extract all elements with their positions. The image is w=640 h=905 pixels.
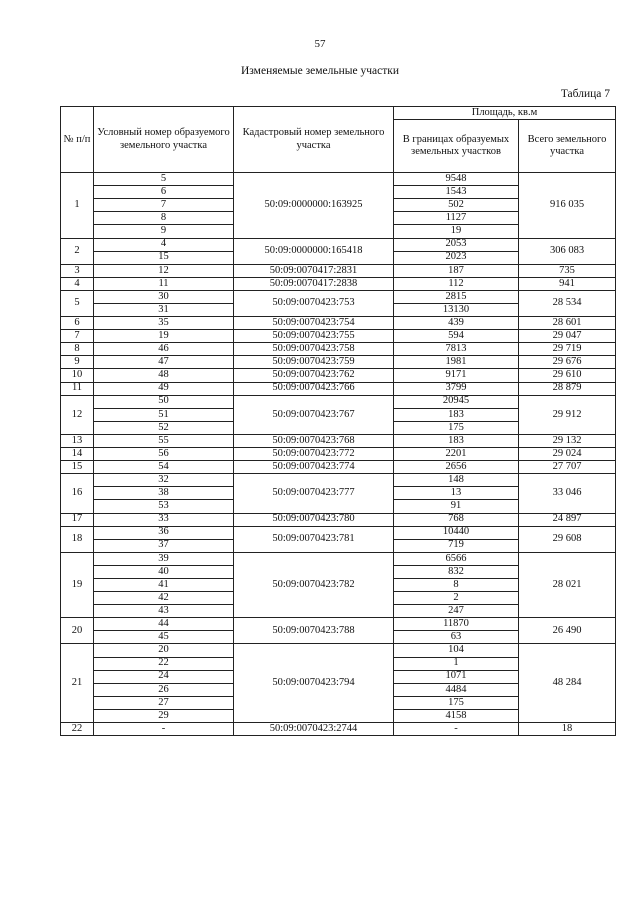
area-within: 91: [394, 500, 519, 513]
area-total: 29 047: [519, 330, 616, 343]
area-within: 2: [394, 592, 519, 605]
area-within: 183: [394, 434, 519, 447]
conditional-number: 53: [94, 500, 234, 513]
area-total: 29 676: [519, 356, 616, 369]
area-total: 916 035: [519, 173, 616, 238]
area-total: 29 608: [519, 526, 616, 552]
table-row: [61, 526, 616, 539]
header-conditional-number: Условный номер образуемого земельного участка: [94, 107, 234, 173]
area-total: 941: [519, 277, 616, 290]
conditional-number: 56: [94, 448, 234, 461]
header-area-total: Всего земельного участка: [519, 120, 616, 173]
area-within: 175: [394, 696, 519, 709]
cadastral-number: 50:09:0070423:788: [234, 618, 394, 644]
cadastral-number: 50:09:0070423:767: [234, 395, 394, 434]
area-within: 2023: [394, 251, 519, 264]
table-row: [61, 173, 616, 186]
area-within: 9548: [394, 173, 519, 186]
row-number: 19: [61, 552, 94, 617]
cadastral-number: 50:09:0070423:794: [234, 644, 394, 723]
conditional-number: 39: [94, 552, 234, 565]
conditional-number: 19: [94, 330, 234, 343]
area-within: 187: [394, 264, 519, 277]
row-number: 18: [61, 526, 94, 552]
area-within: 2201: [394, 448, 519, 461]
area-within: 1981: [394, 356, 519, 369]
conditional-number: 22: [94, 657, 234, 670]
conditional-number: 50: [94, 395, 234, 408]
cadastral-number: 50:09:0000000:163925: [234, 173, 394, 238]
table-row: [61, 513, 616, 526]
cadastral-number: 50:09:0070417:2831: [234, 264, 394, 277]
conditional-number: 20: [94, 644, 234, 657]
area-total: 735: [519, 264, 616, 277]
header-num: № п/п: [61, 107, 94, 173]
conditional-number: 31: [94, 304, 234, 317]
table-row: [61, 382, 616, 395]
page-number: 57: [314, 38, 326, 50]
row-number: 14: [61, 448, 94, 461]
row-number: 11: [61, 382, 94, 395]
cadastral-number: 50:09:0070423:753: [234, 290, 394, 316]
table-row: [61, 290, 616, 303]
table-row: [61, 448, 616, 461]
conditional-number: 42: [94, 592, 234, 605]
row-number: 16: [61, 474, 94, 513]
table-row: [61, 552, 616, 565]
conditional-number: 41: [94, 578, 234, 591]
area-within: 832: [394, 565, 519, 578]
conditional-number: 47: [94, 356, 234, 369]
area-total: 29 132: [519, 434, 616, 447]
cadastral-number: 50:09:0070423:777: [234, 474, 394, 513]
row-number: 3: [61, 264, 94, 277]
cadastral-number: 50:09:0070417:2838: [234, 277, 394, 290]
area-within: 112: [394, 277, 519, 290]
cadastral-number: 50:09:0070423:782: [234, 552, 394, 617]
conditional-number: 30: [94, 290, 234, 303]
table-row: [61, 434, 616, 447]
header-cadastral-number: Кадастровый номер земельного участка: [234, 107, 394, 173]
row-number: 21: [61, 644, 94, 723]
row-number: 22: [61, 723, 94, 736]
conditional-number: 46: [94, 343, 234, 356]
row-number: 15: [61, 461, 94, 474]
table-row: [61, 238, 616, 251]
area-within: 8: [394, 578, 519, 591]
conditional-number: 38: [94, 487, 234, 500]
conditional-number: 49: [94, 382, 234, 395]
conditional-number: 48: [94, 369, 234, 382]
area-within: 2053: [394, 238, 519, 251]
area-within: 104: [394, 644, 519, 657]
area-total: 28 534: [519, 290, 616, 316]
area-within: 502: [394, 199, 519, 212]
area-total: 29 719: [519, 343, 616, 356]
table-row: [61, 343, 616, 356]
area-within: 13130: [394, 304, 519, 317]
area-total: 18: [519, 723, 616, 736]
conditional-number: 24: [94, 670, 234, 683]
area-total: 28 021: [519, 552, 616, 617]
table-row: [61, 277, 616, 290]
area-total: 29 912: [519, 395, 616, 434]
conditional-number: 7: [94, 199, 234, 212]
conditional-number: 6: [94, 186, 234, 199]
area-within: 19: [394, 225, 519, 238]
area-within: 63: [394, 631, 519, 644]
table-row: [61, 474, 616, 487]
cadastral-number: 50:09:0070423:780: [234, 513, 394, 526]
area-within: 183: [394, 408, 519, 421]
table-row: [61, 644, 616, 657]
area-within: 1543: [394, 186, 519, 199]
land-plots-table: [60, 106, 616, 736]
conditional-number: 43: [94, 605, 234, 618]
document-title: Изменяемые земельные участки: [241, 65, 399, 77]
table-row: [61, 356, 616, 369]
cadastral-number: 50:09:0070423:755: [234, 330, 394, 343]
row-number: 13: [61, 434, 94, 447]
area-within: 2656: [394, 461, 519, 474]
row-number: 17: [61, 513, 94, 526]
area-within: 10440: [394, 526, 519, 539]
cadastral-number: 50:09:0070423:768: [234, 434, 394, 447]
area-within: 9171: [394, 369, 519, 382]
area-within: 1071: [394, 670, 519, 683]
conditional-number: 8: [94, 212, 234, 225]
header-area-within: В границах образуемых земельных участков: [394, 120, 519, 173]
conditional-number: 45: [94, 631, 234, 644]
area-total: 306 083: [519, 238, 616, 264]
area-within: 13: [394, 487, 519, 500]
area-total: 29 610: [519, 369, 616, 382]
table-row: [61, 461, 616, 474]
cadastral-number: 50:09:0070423:766: [234, 382, 394, 395]
conditional-number: 12: [94, 264, 234, 277]
area-within: 768: [394, 513, 519, 526]
area-total: 28 879: [519, 382, 616, 395]
row-number: 9: [61, 356, 94, 369]
table-row: [61, 369, 616, 382]
row-number: 20: [61, 618, 94, 644]
row-number: 1: [61, 173, 94, 238]
area-within: 4158: [394, 709, 519, 722]
conditional-number: 26: [94, 683, 234, 696]
area-within: 4484: [394, 683, 519, 696]
conditional-number: 4: [94, 238, 234, 251]
row-number: 10: [61, 369, 94, 382]
conditional-number: 40: [94, 565, 234, 578]
header-area-group: Площадь, кв.м: [394, 107, 616, 120]
area-within: 7813: [394, 343, 519, 356]
area-total: 27 707: [519, 461, 616, 474]
conditional-number: -: [94, 723, 234, 736]
area-total: 26 490: [519, 618, 616, 644]
area-within: 1127: [394, 212, 519, 225]
conditional-number: 37: [94, 539, 234, 552]
area-within: 11870: [394, 618, 519, 631]
conditional-number: 51: [94, 408, 234, 421]
conditional-number: 5: [94, 173, 234, 186]
cadastral-number: 50:09:0070423:758: [234, 343, 394, 356]
row-number: 7: [61, 330, 94, 343]
row-number: 6: [61, 317, 94, 330]
area-within: 1: [394, 657, 519, 670]
table-row: [61, 723, 616, 736]
area-within: 719: [394, 539, 519, 552]
row-number: 12: [61, 395, 94, 434]
row-number: 5: [61, 290, 94, 316]
conditional-number: 44: [94, 618, 234, 631]
area-total: 33 046: [519, 474, 616, 513]
table-row: [61, 317, 616, 330]
cadastral-number: 50:09:0070423:762: [234, 369, 394, 382]
conditional-number: 32: [94, 474, 234, 487]
cadastral-number: 50:09:0070423:781: [234, 526, 394, 552]
conditional-number: 27: [94, 696, 234, 709]
row-number: 2: [61, 238, 94, 264]
cadastral-number: 50:09:0070423:774: [234, 461, 394, 474]
conditional-number: 36: [94, 526, 234, 539]
conditional-number: 15: [94, 251, 234, 264]
conditional-number: 54: [94, 461, 234, 474]
cadastral-number: 50:09:0070423:2744: [234, 723, 394, 736]
cadastral-number: 50:09:0070423:759: [234, 356, 394, 369]
area-total: 29 024: [519, 448, 616, 461]
conditional-number: 55: [94, 434, 234, 447]
row-number: 4: [61, 277, 94, 290]
area-total: 24 897: [519, 513, 616, 526]
area-within: 6566: [394, 552, 519, 565]
area-within: 175: [394, 421, 519, 434]
area-within: 247: [394, 605, 519, 618]
area-total: 48 284: [519, 644, 616, 723]
table-body: [61, 173, 616, 736]
table-row: [61, 395, 616, 408]
conditional-number: 52: [94, 421, 234, 434]
area-within: 148: [394, 474, 519, 487]
conditional-number: 9: [94, 225, 234, 238]
area-total: 28 601: [519, 317, 616, 330]
area-within: 3799: [394, 382, 519, 395]
area-within: -: [394, 723, 519, 736]
conditional-number: 29: [94, 709, 234, 722]
table-row: [61, 264, 616, 277]
table-row: [61, 330, 616, 343]
conditional-number: 35: [94, 317, 234, 330]
conditional-number: 11: [94, 277, 234, 290]
area-within: 2815: [394, 290, 519, 303]
area-within: 439: [394, 317, 519, 330]
area-within: 594: [394, 330, 519, 343]
area-within: 20945: [394, 395, 519, 408]
cadastral-number: 50:09:0070423:754: [234, 317, 394, 330]
cadastral-number: 50:09:0070423:772: [234, 448, 394, 461]
table-label: Таблица 7: [560, 88, 610, 100]
conditional-number: 33: [94, 513, 234, 526]
row-number: 8: [61, 343, 94, 356]
table-row: [61, 618, 616, 631]
cadastral-number: 50:09:0000000:165418: [234, 238, 394, 264]
